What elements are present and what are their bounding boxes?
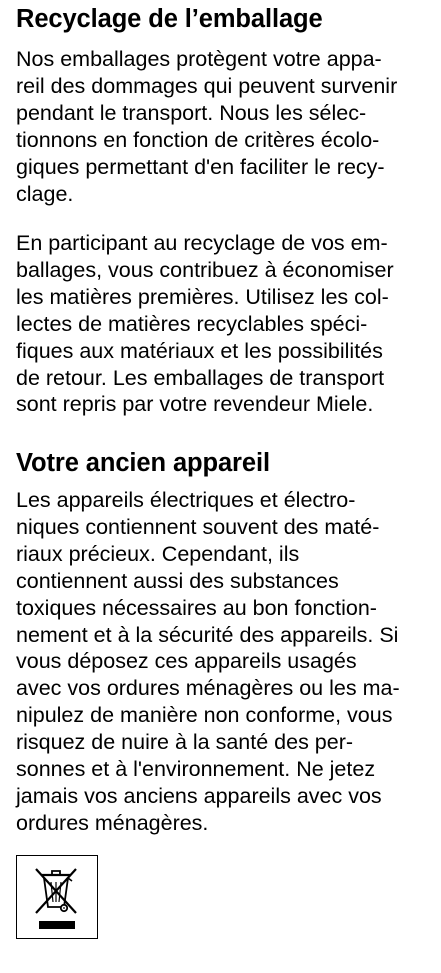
weee-symbol-box (16, 855, 98, 939)
text-line: nement et à la sécurité des appareils. Si (16, 622, 399, 647)
text-line: tionnons en fonction de critères écolo- (16, 127, 380, 152)
text-line: En participant au recyclage de vos em- (16, 231, 388, 255)
text-line: ballages, vous contribuez à économiser (16, 257, 394, 282)
text-line: lectes de matières recyclables spéci- (16, 311, 368, 336)
text-line: fiques aux matériaux et les possibilités (16, 338, 383, 363)
crossed-out-wheelie-bin-icon (24, 861, 90, 933)
paragraph-packaging-recycling-participation (16, 230, 436, 418)
paragraph-packaging-protection (16, 46, 436, 207)
text-line: giques permettant d'en faciliter le recy- (16, 154, 385, 179)
text-line: niques contiennent souvent des maté- (16, 514, 380, 539)
section-title-old-appliance: Votre ancien appareil (16, 449, 270, 477)
text-line: Nos emballages protègent votre appa- (16, 47, 382, 71)
text-line: vous déposez ces appareils usagés (16, 649, 357, 674)
text-line: ordures ménagères. (16, 810, 209, 835)
text-line: contiennent aussi des substances (16, 568, 339, 593)
text-line: pendant le transport. Nous les sélec- (16, 100, 367, 125)
text-line: Les appareils électriques et électro- (16, 488, 356, 512)
text-line: avec vos ordures ménagères ou les ma- (16, 676, 400, 701)
text-line: sont repris par votre revendeur Miele. (16, 392, 374, 417)
text-line: sonnes et à l'environnement. Ne jetez (16, 757, 376, 782)
text-line: toxiques nécessaires au bon fonction- (16, 595, 377, 620)
text-line: jamais vos anciens appareils avec vos (16, 783, 382, 808)
text-line: nipulez de manière non conforme, vous (16, 703, 393, 728)
text-line: reil des dommages qui peuvent survenir (16, 73, 398, 98)
section-title-packaging-recycling: Recyclage de l’emballage (16, 5, 323, 33)
text-line: risquez de nuire à la santé des per- (16, 730, 354, 755)
text-line: clage. (16, 181, 74, 206)
text-line: de retour. Les emballages de transport (16, 365, 385, 390)
text-line: riaux précieux. Cependant, ils (16, 541, 300, 566)
paragraph-old-appliance-disposal (16, 487, 436, 837)
text-line: les matières premières. Utilisez les col- (16, 284, 389, 309)
